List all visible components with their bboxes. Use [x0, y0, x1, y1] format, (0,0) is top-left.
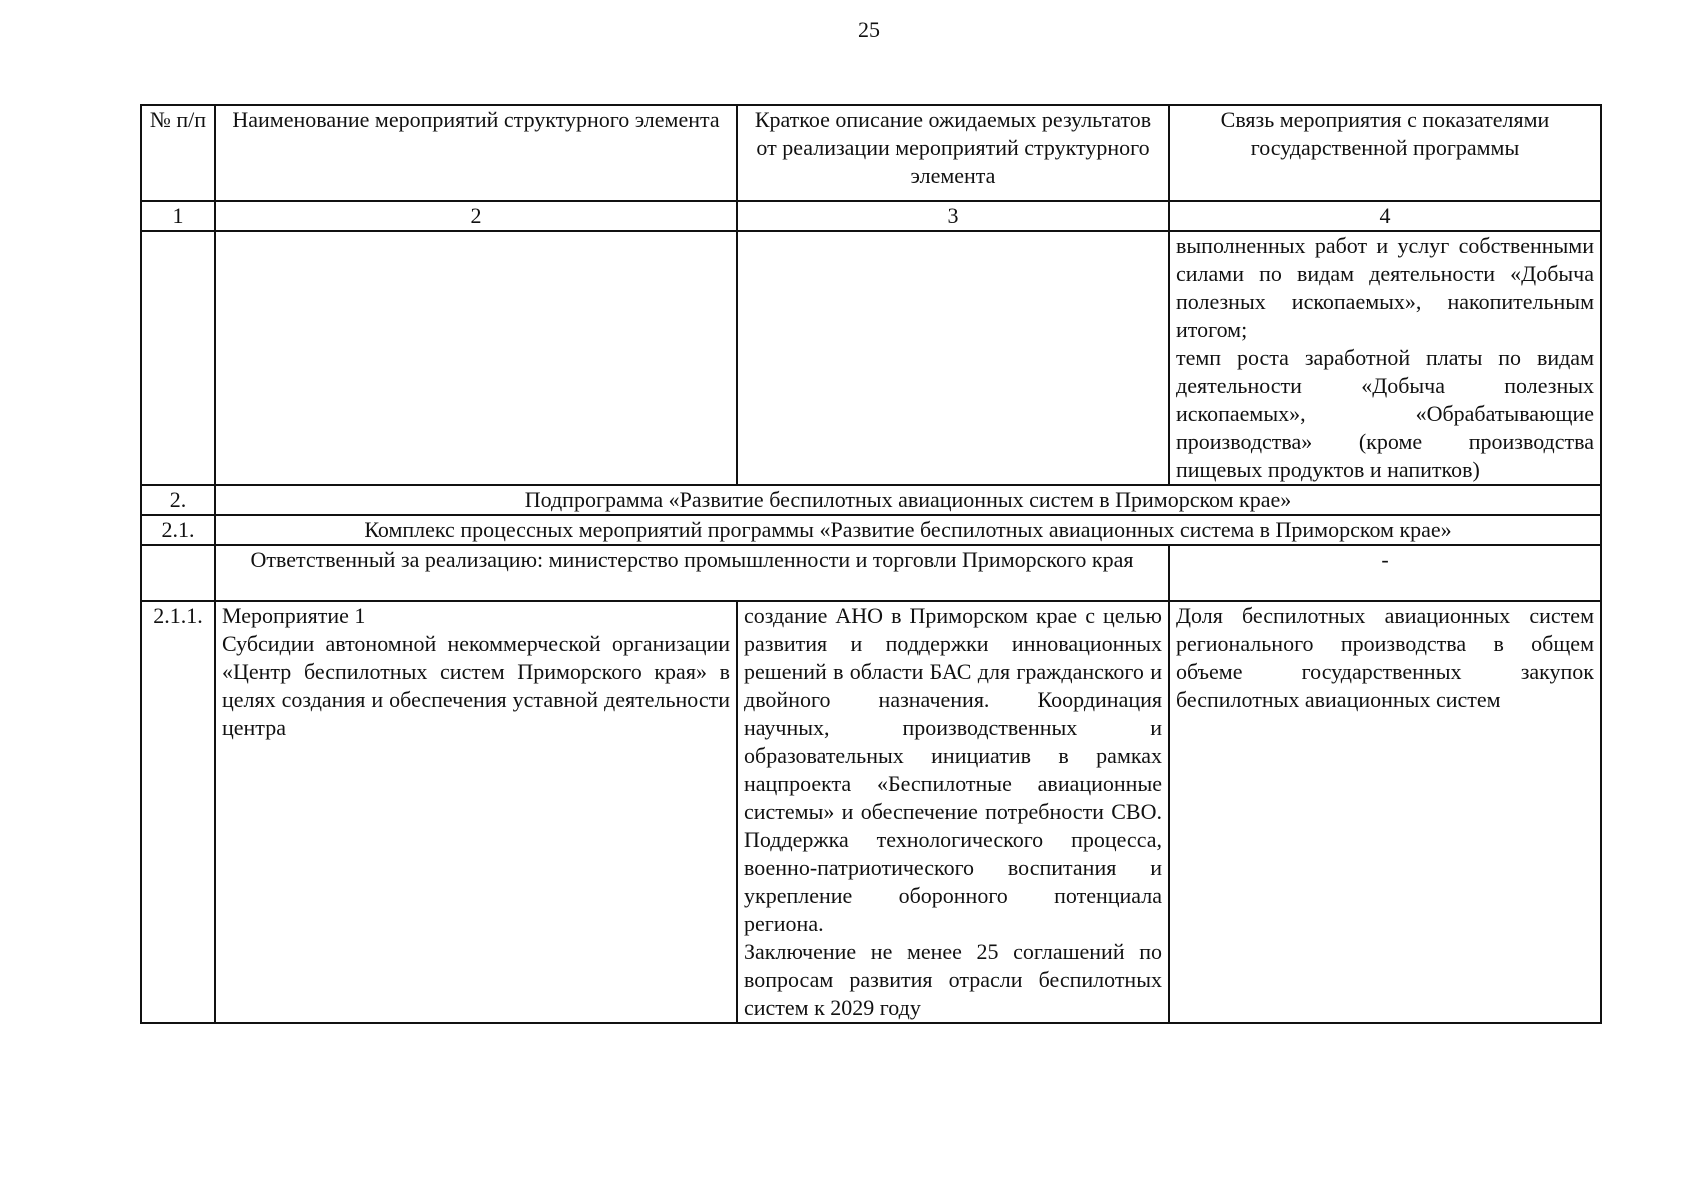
row-number: 2.1. [141, 515, 215, 545]
measure-description: Заключение не менее 25 соглашений по вопросам развития отрасли беспилотных систем к 2029 году [744, 939, 1162, 1020]
header-col-description: Краткое описание ожидаемых результатов от реализации мероприятий структурного элемента [737, 105, 1169, 201]
measure-description-cell [737, 601, 1169, 1023]
row-number: 2.1.1. [141, 601, 215, 1023]
column-number: 4 [1169, 201, 1601, 231]
complex-title: Комплекс процессных мероприятий программы «Развитие беспилотных авиационных система в Приморском крае» [215, 515, 1601, 545]
measure-description: создание АНО в Приморском крае с целью развития и поддержки инновационных решений в области БАС для гражданского и двойного назначения. Координация научных, производственных и образовательных инициатив в рамках нацпроекта «Беспилотные авиационные системы» и обеспечение потребности СВО. Поддержка технологического процесса, военно-патриотического воспитания и укрепление оборонного потенциала региона. [744, 603, 1162, 936]
header-col-name: Наименование мероприятий структурного элемента [215, 105, 737, 201]
empty-cell [215, 231, 737, 485]
empty-cell [141, 545, 215, 601]
page-number: 25 [858, 17, 880, 42]
subprogram-row [141, 485, 1601, 515]
table-header-row [141, 105, 1601, 201]
responsible-link: - [1169, 545, 1601, 601]
measure-link-cell: Доля беспилотных авиационных систем регионального производства в общем объеме государственных закупок беспилотных авиационных систем [1169, 601, 1601, 1023]
column-number: 1 [141, 201, 215, 231]
table-row [141, 601, 1601, 1023]
measure-text: Субсидии автономной некоммерческой организации «Центр беспилотных систем Приморского края» в целях создания и обеспечения уставной деятельности центра [222, 631, 730, 740]
subprogram-title: Подпрограмма «Развитие беспилотных авиационных систем в Приморском крае» [215, 485, 1601, 515]
responsible-row [141, 545, 1601, 601]
column-number: 3 [737, 201, 1169, 231]
measure-title: Мероприятие 1 [222, 603, 366, 628]
row-number: 2. [141, 485, 215, 515]
header-col-number: № п/п [141, 105, 215, 201]
column-number: 2 [215, 201, 737, 231]
header-col-link: Связь мероприятия с показателями государственной программы [1169, 105, 1601, 201]
indicator-text: темп роста заработной платы по видам деятельности «Добыча полезных ископаемых», «Обрабатывающие производства» (кроме производства пищевых продуктов и напитков) [1176, 345, 1594, 482]
column-number-row [141, 201, 1601, 231]
empty-cell [737, 231, 1169, 485]
measures-table [140, 104, 1602, 1024]
table-row [141, 231, 1601, 485]
measure-name-cell [215, 601, 737, 1023]
complex-row [141, 515, 1601, 545]
responsible-text: Ответственный за реализацию: министерство промышленности и торговли Приморского края [215, 545, 1169, 601]
indicator-text: выполненных работ и услуг собственными силами по видам деятельности «Добыча полезных ископаемых», накопительным итогом; [1176, 233, 1594, 342]
empty-cell [141, 231, 215, 485]
indicator-link-cell [1169, 231, 1601, 485]
